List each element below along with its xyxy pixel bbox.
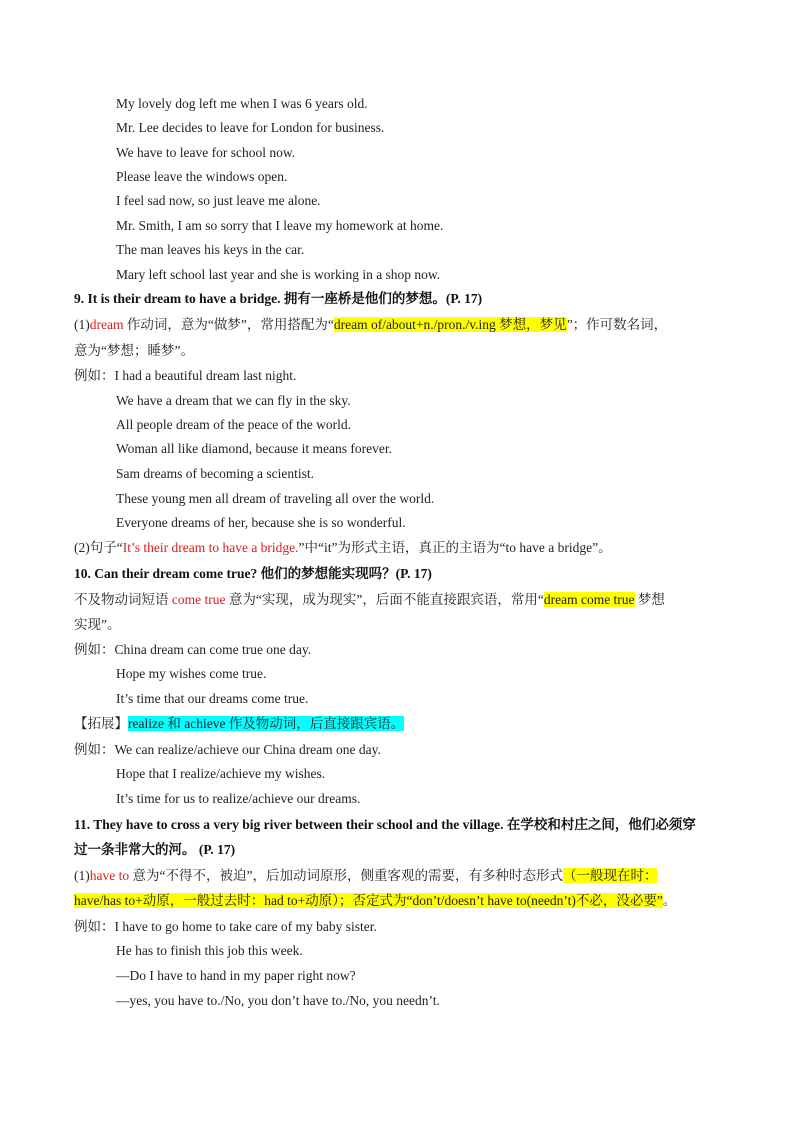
example-line: —Do I have to hand in my paper right now? <box>116 968 356 983</box>
highlight-dream-come-true: dream come true <box>543 592 635 607</box>
example-line: The man leaves his keys in the car. <box>116 242 305 257</box>
section-10-extension <box>74 715 404 733</box>
example-line: It’s time for us to realize/achieve our dreams. <box>116 791 361 806</box>
example-line: These young men all dream of traveling all over the world. <box>116 491 435 506</box>
para-text: 。 <box>662 893 677 908</box>
section-10-heading: 10. Can their dream come true? 他们的梦想能实现吗？(P. 17) <box>74 566 432 581</box>
para-text: 意为“实现，成为现实”，后面不能直接跟宾语，常用“ <box>225 592 544 607</box>
example-label: 例如： <box>74 368 115 383</box>
section-9-heading: 9. It is their dream to have a bridge. 拥有一座桥是他们的梦想。(P. 17) <box>74 291 483 306</box>
example-line: I feel sad now, so just leave me alone. <box>116 193 321 208</box>
example-line: My lovely dog left me when I was 6 years old. <box>116 96 368 111</box>
example-line: Woman all like diamond, because it means forever. <box>116 441 392 456</box>
section-9-example-first <box>74 367 296 385</box>
para-prefix: (1) <box>74 317 90 332</box>
section-11-heading-cont: 过一条非常大的河。 (P. 17) <box>74 842 236 857</box>
example-label: 例如： <box>74 919 115 934</box>
example-line: Hope that I realize/achieve my wishes. <box>116 766 326 781</box>
example-label: 例如： <box>74 742 115 757</box>
keyword-come-true: come true <box>171 592 226 607</box>
example-line: All people dream of the peace of the world. <box>116 417 352 432</box>
example-line: We have to leave for school now. <box>116 145 296 160</box>
highlight-dream-usage: dream of/about+n./pron./v.ing 梦想，梦见 <box>333 317 567 332</box>
example-line: Mr. Smith, I am so sorry that I leave my homework at home. <box>116 218 444 233</box>
para-text: 意为“不得不，被迫”，后加动词原形，侧重客观的需要，有多种时态形式 <box>129 868 563 883</box>
keyword-dream: dream <box>89 317 124 332</box>
example-line: Mr. Lee decides to leave for London for business. <box>116 120 385 135</box>
example-line: We have a dream that we can fly in the sky. <box>116 393 351 408</box>
example-text: I had a beautiful dream last night. <box>114 368 297 383</box>
para-text: (2)句子“ <box>74 540 123 555</box>
example-line: It’s time that our dreams come true. <box>116 691 309 706</box>
section-11-para-1-cont <box>74 892 676 910</box>
example-text: China dream can come true one day. <box>114 642 312 657</box>
section-11-para-1 <box>74 867 657 885</box>
example-line: Please leave the windows open. <box>116 169 288 184</box>
example-line: —yes, you have to./No, you don’t have to./No, you needn’t. <box>116 993 440 1008</box>
extension-label: 【拓展】 <box>74 716 128 731</box>
keyword-sentence: It’s their dream to have a bridge. <box>122 540 299 555</box>
section-10-para-1-cont: 实现”。 <box>74 617 121 632</box>
para-text: 不及物动词短语 <box>74 592 172 607</box>
section-9-para-2 <box>74 539 612 557</box>
highlight-tense-forms: （一般现在时： <box>562 868 658 883</box>
example-line: He has to finish this job this week. <box>116 943 303 958</box>
section-11-heading: 11. They have to cross a very big river between their school and the village. 在学校和村庄之间，他们必须穿 <box>74 817 696 832</box>
para-prefix: (1) <box>74 868 90 883</box>
example-line: Mary left school last year and she is working in a shop now. <box>116 267 441 282</box>
section-10-example2-first <box>74 741 381 759</box>
para-text: 梦想 <box>634 592 665 607</box>
para-text: ”；作可数名词， <box>566 317 668 332</box>
example-label: 例如： <box>74 642 115 657</box>
example-line: Hope my wishes come true. <box>116 666 267 681</box>
example-line: Sam dreams of becoming a scientist. <box>116 466 314 481</box>
section-9-para-1 <box>74 316 667 334</box>
example-text: I have to go home to take care of my baby sister. <box>114 919 377 934</box>
highlight-tense-forms: have/has to+动原，一般过去时：had to+动原）；否定式为“don’t/doesn’t have to(needn’t)不必，没必要” <box>74 893 663 908</box>
section-11-example-first <box>74 918 377 936</box>
example-text: We can realize/achieve our China dream one day. <box>114 742 381 757</box>
para-text: ”中“it”为形式主语，真正的主语为“to have a bridge”。 <box>298 540 612 555</box>
example-line: Everyone dreams of her, because she is so wonderful. <box>116 515 406 530</box>
section-9-para-1-cont: 意为“梦想；睡梦”。 <box>74 343 194 358</box>
section-10-para-1 <box>74 591 665 609</box>
para-text: 作动词，意为“做梦”，常用搭配为“ <box>123 317 334 332</box>
section-10-example-first <box>74 641 311 659</box>
highlight-extension: realize 和 achieve 作及物动词，后直接跟宾语。 <box>128 716 405 731</box>
keyword-have-to: have to <box>89 868 130 883</box>
